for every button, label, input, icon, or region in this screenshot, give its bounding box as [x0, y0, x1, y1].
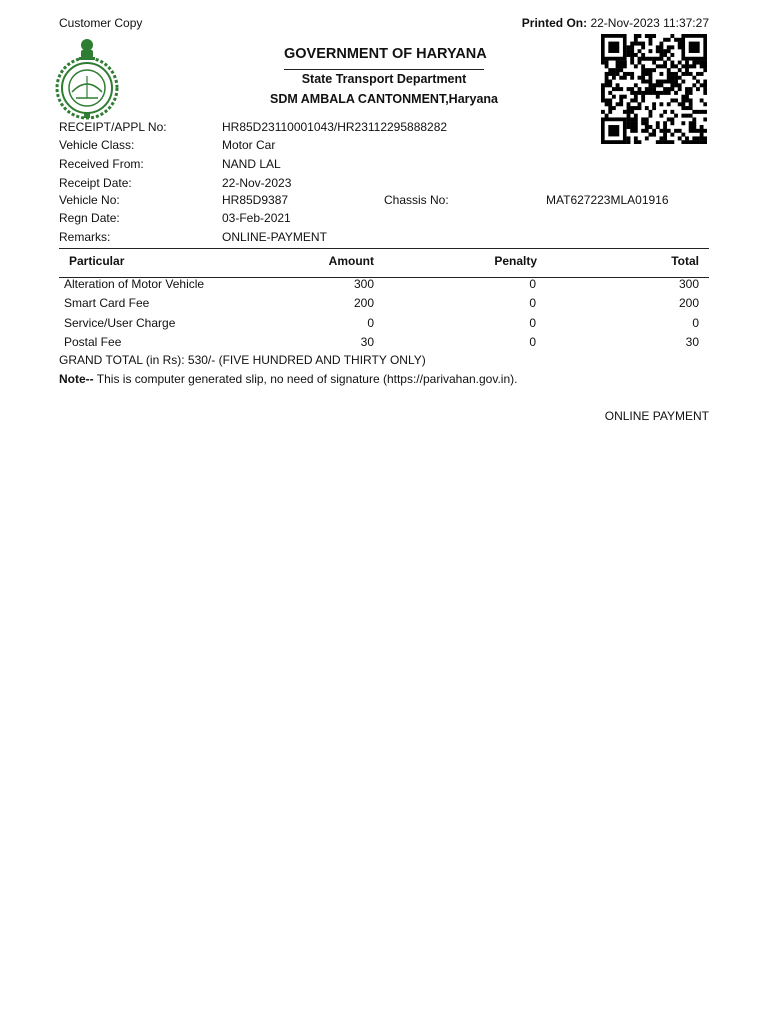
printed-on-value: 22-Nov-2023 11:37:27: [587, 16, 709, 30]
row-penalty: 0: [529, 316, 536, 330]
row-total: 200: [678, 296, 699, 310]
chassis-no-value: MAT627223MLA01916: [546, 193, 669, 207]
row-amount: 200: [353, 296, 374, 310]
receipt-date-value: 22-Nov-2023: [222, 176, 292, 190]
vehicle-no-value: HR85D9387: [222, 193, 289, 207]
received-from-label: Received From:: [59, 157, 144, 171]
row-particular: Alteration of Motor Vehicle: [64, 277, 205, 291]
column-header-particular: Particular: [69, 254, 125, 268]
row-total: 0: [692, 316, 699, 330]
payment-mode: ONLINE PAYMENT: [604, 409, 709, 423]
column-header-total: Total: [671, 254, 699, 268]
received-from-value: NAND LAL: [222, 157, 281, 171]
vehicle-no-label: Vehicle No:: [59, 193, 120, 207]
printed-on: [522, 16, 709, 30]
row-amount: 0: [367, 316, 374, 330]
row-amount: 30: [360, 335, 374, 349]
customer-copy-label: Customer Copy: [59, 16, 143, 30]
row-penalty: 0: [529, 335, 536, 349]
regn-date-value: 03-Feb-2021: [222, 211, 291, 225]
vehicle-class-label: Vehicle Class:: [59, 138, 135, 152]
grand-total: GRAND TOTAL (in Rs): 530/- (FIVE HUNDRED AND THIRTY ONLY): [59, 353, 426, 367]
vehicle-class-value: Motor Car: [222, 138, 276, 152]
government-title: GOVERNMENT OF HARYANA: [284, 46, 487, 62]
note-text: This is computer generated slip, no need of signature (https://parivahan.gov.in).: [93, 372, 518, 386]
department-title: State Transport Department: [301, 72, 467, 86]
row-particular: Service/User Charge: [64, 316, 176, 330]
row-total: 300: [678, 277, 699, 291]
remarks-label: Remarks:: [59, 230, 111, 244]
remarks-value: ONLINE-PAYMENT: [222, 230, 327, 244]
column-header-penalty: Penalty: [494, 254, 537, 268]
receipt-date-label: Receipt Date:: [59, 176, 132, 190]
column-header-amount: Amount: [328, 254, 374, 268]
receipt-no-label: RECEIPT/APPL No:: [59, 120, 167, 134]
row-penalty: 0: [529, 296, 536, 310]
receipt-no-value: HR85D23110001043/HR23112295888282: [222, 120, 448, 134]
title-divider: [284, 69, 484, 70]
row-particular: Smart Card Fee: [64, 296, 150, 310]
chassis-no-label: Chassis No:: [384, 193, 449, 207]
row-total: 30: [685, 335, 699, 349]
row-amount: 300: [353, 277, 374, 291]
row-particular: Postal Fee: [64, 335, 122, 349]
qr-code-icon: [601, 34, 707, 144]
row-penalty: 0: [529, 277, 536, 291]
printed-on-label: Printed On:: [521, 16, 588, 30]
regn-date-label: Regn Date:: [59, 211, 120, 225]
haryana-state-emblem-icon: [54, 36, 120, 120]
note: [59, 372, 517, 386]
note-label: Note--: [59, 372, 94, 386]
office-title: SDM AMBALA CANTONMENT,Haryana: [269, 92, 499, 106]
table-top-rule: [59, 248, 709, 249]
